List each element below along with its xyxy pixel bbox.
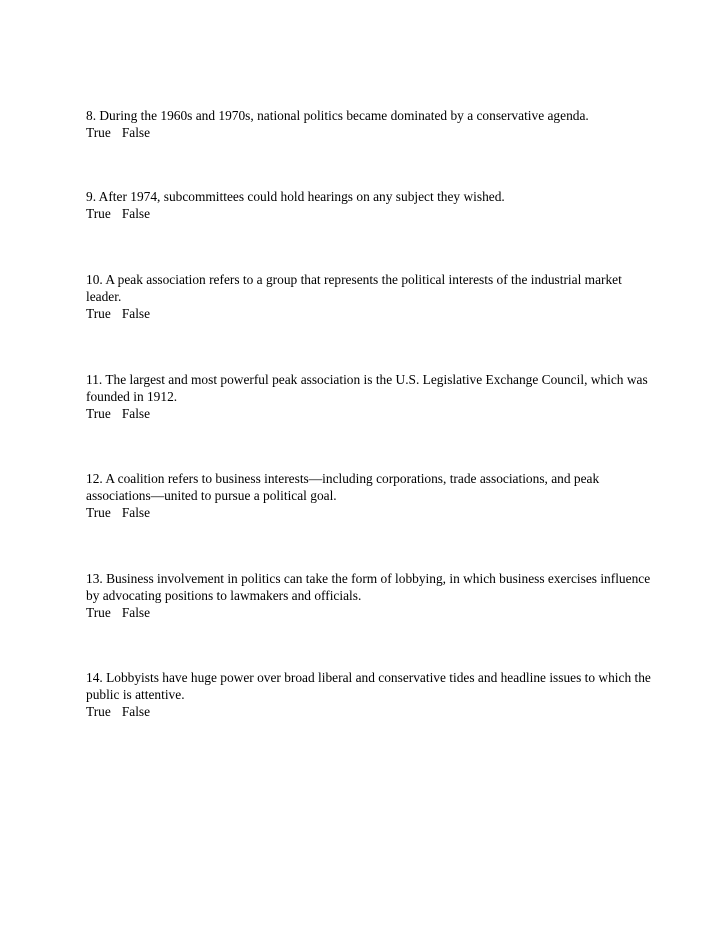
answer-options (86, 504, 656, 521)
question-14 (86, 669, 656, 720)
answer-options (86, 305, 656, 322)
true-option[interactable]: True (86, 206, 111, 221)
question-text: 9. After 1974, subcommittees could hold hearings on any subject they wished. (86, 189, 505, 204)
true-option[interactable]: True (86, 125, 111, 140)
true-option[interactable]: True (86, 406, 111, 421)
answer-options (86, 205, 656, 222)
false-option[interactable]: False (121, 704, 151, 719)
false-option[interactable]: False (121, 306, 151, 321)
false-option[interactable]: False (121, 206, 151, 221)
false-option[interactable]: False (121, 406, 151, 421)
question-text: 14. Lobbyists have huge power over broad liberal and conservative tides and headline issues to which the public is attentive. (86, 670, 651, 702)
question-text: 11. The largest and most powerful peak association is the U.S. Legislative Exchange Council, which was founded in 1912. (86, 372, 648, 404)
question-13 (86, 570, 656, 621)
question-9 (86, 188, 656, 222)
false-option[interactable]: False (121, 605, 151, 620)
false-option[interactable]: False (121, 125, 151, 140)
true-option[interactable]: True (86, 306, 111, 321)
false-option[interactable]: False (121, 505, 151, 520)
question-text: 12. A coalition refers to business interests—including corporations, trade associations, and peak associations—united to pursue a political goal. (86, 471, 600, 503)
question-11 (86, 371, 656, 422)
answer-options (86, 124, 656, 141)
question-12 (86, 470, 656, 521)
question-text: 8. During the 1960s and 1970s, national politics became dominated by a conservative agenda. (86, 108, 589, 123)
answer-options (86, 405, 656, 422)
answer-options (86, 604, 656, 621)
question-8 (86, 107, 656, 141)
true-option[interactable]: True (86, 605, 111, 620)
answer-options (86, 703, 656, 720)
question-text: 13. Business involvement in politics can take the form of lobbying, in which business exercises influence by advocating positions to lawmakers and officials. (86, 571, 651, 603)
question-10 (86, 271, 656, 322)
true-option[interactable]: True (86, 704, 111, 719)
question-text: 10. A peak association refers to a group that represents the political interests of the industrial market leader. (86, 272, 622, 304)
true-option[interactable]: True (86, 505, 111, 520)
